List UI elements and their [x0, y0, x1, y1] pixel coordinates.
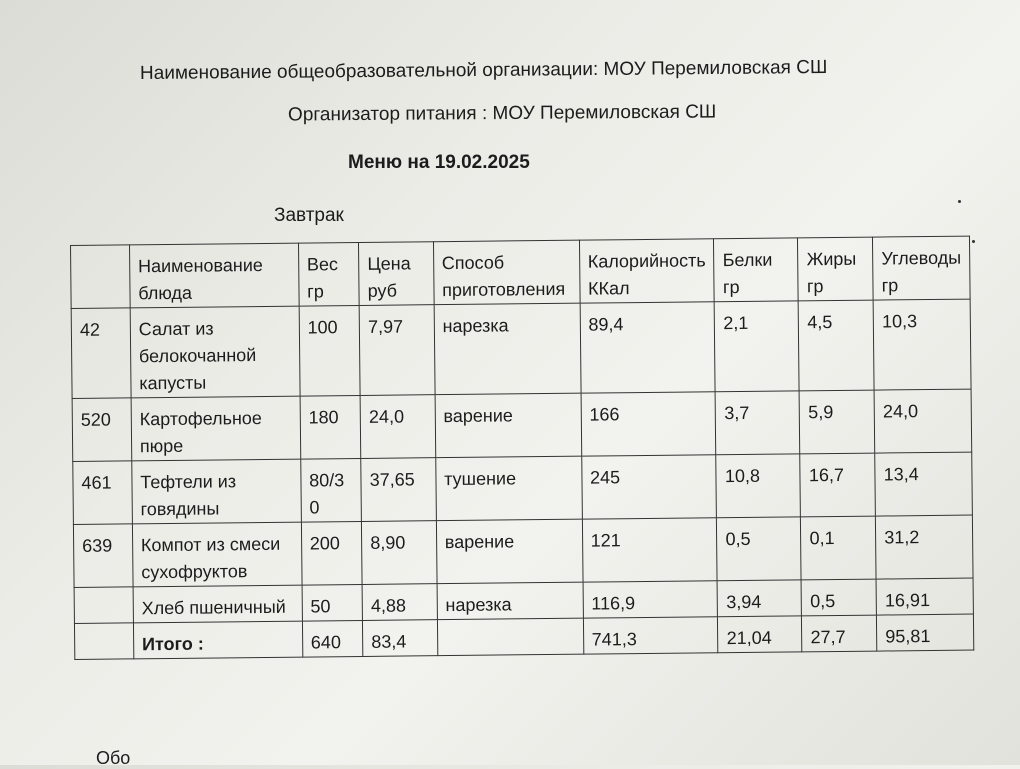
- column-header: [71, 245, 130, 309]
- cell-protein: 10,8: [716, 454, 801, 518]
- column-header: Углеводы гр: [873, 236, 970, 300]
- total-price: 83,4: [363, 620, 438, 657]
- cell-no: 42: [71, 308, 131, 399]
- cut-off-text: Обо: [96, 748, 131, 768]
- cell-fat: 16,7: [800, 453, 875, 517]
- cell-price: 24,0: [360, 395, 435, 459]
- table-row: [73, 452, 973, 524]
- column-header: Цена руб: [359, 242, 434, 306]
- cell-name: Компот из смеси сухофруктов: [132, 522, 302, 587]
- cell-protein: 3,94: [718, 580, 802, 617]
- meal-label: Завтрак: [274, 205, 344, 226]
- cell-kcal: 116,9: [583, 581, 718, 618]
- total-fat: 27,7: [802, 615, 877, 652]
- cell-kcal: 89,4: [580, 302, 716, 393]
- total-kcal: 741,3: [583, 617, 718, 654]
- cell-method: варение: [436, 519, 583, 584]
- cell-no: 520: [72, 398, 131, 462]
- cell-price: 7,97: [359, 305, 434, 396]
- column-header: Белки гр: [714, 238, 799, 302]
- cell-carbs: 31,2: [876, 515, 973, 579]
- cell-kcal: 166: [581, 392, 717, 456]
- organization-line: Наименование общеобразовательной организации: МОУ Перемиловская СШ: [139, 57, 828, 84]
- cell-method: нарезка: [437, 582, 583, 620]
- table-header-row: [71, 236, 971, 308]
- cell-carbs: 10,3: [873, 299, 971, 390]
- total-label: Итого :: [133, 621, 302, 659]
- cell-weight: 80/30: [300, 458, 361, 522]
- cell-no: [74, 587, 133, 624]
- caterer-line: Организатор питания : МОУ Перемиловская СШ: [287, 101, 717, 126]
- cell-weight: 180: [300, 395, 361, 459]
- cell-price: 37,65: [361, 458, 436, 522]
- cell-method: варение: [435, 393, 582, 458]
- total-method: [437, 618, 583, 656]
- total-protein: 21,04: [718, 616, 802, 653]
- cell-no: [74, 623, 133, 660]
- cell-protein: 3,7: [716, 391, 801, 455]
- speck-mark: [972, 240, 975, 243]
- speck-mark: [958, 200, 961, 203]
- cell-method: нарезка: [434, 303, 581, 395]
- cell-weight: 200: [301, 521, 362, 585]
- column-header: Вес гр: [298, 242, 359, 306]
- cell-carbs: 13,4: [875, 452, 972, 516]
- cell-method: тушение: [435, 456, 582, 521]
- table-row: [71, 299, 971, 398]
- cell-name: Картофельное пюре: [131, 396, 301, 461]
- cell-name: Салат из белокочанной капусты: [130, 306, 300, 398]
- table-row: [73, 515, 973, 587]
- cell-carbs: 16,91: [876, 578, 973, 615]
- cell-protein: 2,1: [715, 301, 800, 392]
- cell-kcal: 121: [582, 518, 718, 582]
- cell-weight: 50: [302, 584, 363, 621]
- column-header: Наименование блюда: [129, 243, 299, 308]
- cell-no: 639: [73, 524, 132, 588]
- cell-price: 8,90: [362, 521, 437, 585]
- menu-title: Меню на 19.02.2025: [348, 152, 530, 173]
- cell-protein: 0,5: [717, 517, 802, 581]
- cell-fat: 5,9: [800, 390, 875, 454]
- menu-table: [70, 236, 974, 660]
- cell-fat: 0,5: [801, 579, 876, 616]
- cell-name: Тефтели из говядины: [132, 459, 302, 524]
- cell-no: 461: [73, 461, 132, 525]
- total-weight: 640: [302, 620, 363, 657]
- cell-weight: 100: [299, 305, 360, 396]
- column-header: Жиры гр: [798, 237, 873, 301]
- cell-kcal: 245: [581, 455, 717, 519]
- table-row: [72, 389, 972, 461]
- cell-price: 4,88: [362, 584, 437, 621]
- cell-fat: 4,5: [799, 300, 875, 391]
- column-header: Способ приготовления: [433, 240, 580, 305]
- cell-fat: 0,1: [801, 516, 876, 580]
- total-carbs: 95,81: [877, 614, 974, 651]
- cell-carbs: 24,0: [874, 389, 971, 453]
- cell-name: Хлеб пшеничный: [133, 585, 302, 623]
- column-header: Калорийность ККал: [579, 239, 715, 303]
